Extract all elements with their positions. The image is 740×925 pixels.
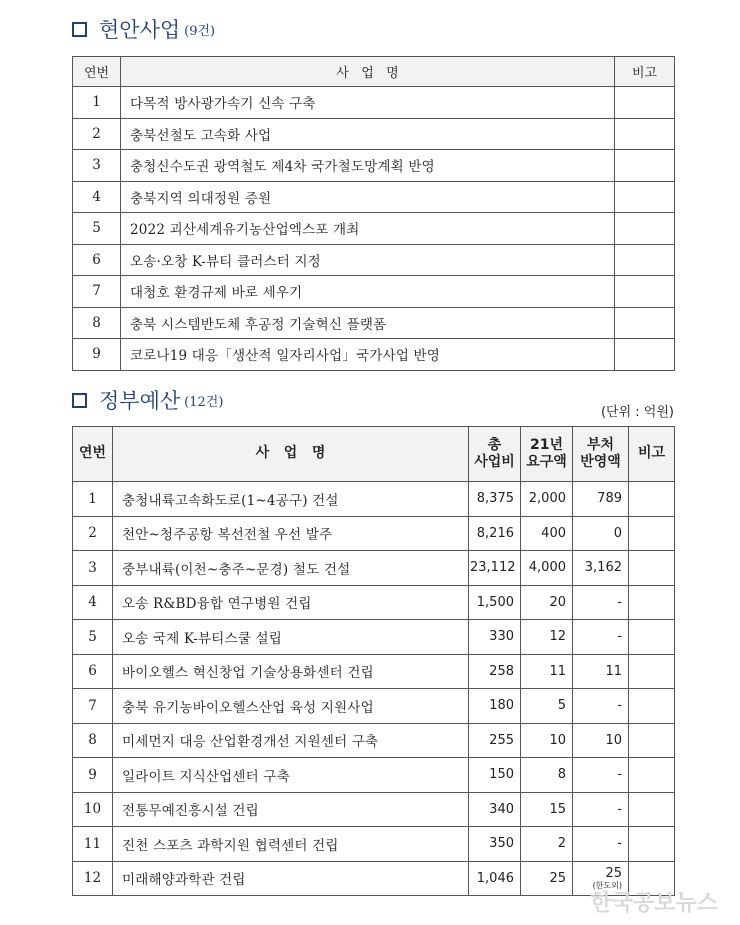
table-row bbox=[73, 758, 675, 793]
table-row bbox=[73, 551, 675, 586]
table-row bbox=[73, 339, 675, 371]
row-name: 다목적 방사광가속기 신속 구축 bbox=[121, 87, 615, 119]
row-name: 충북지역 의대정원 증원 bbox=[121, 181, 615, 213]
header-total-line2: 사업비 bbox=[474, 454, 515, 470]
row-total: 1,500 bbox=[469, 585, 521, 620]
row-note bbox=[615, 276, 675, 308]
row-name: 일라이트 지식산업센터 구축 bbox=[113, 758, 469, 793]
row-name: 오송 R&BD융합 연구병원 건립 bbox=[113, 585, 469, 620]
checkbox-square-icon bbox=[72, 393, 87, 408]
table-row bbox=[73, 150, 675, 182]
row-request: 20 bbox=[521, 585, 573, 620]
row-note bbox=[629, 689, 675, 724]
header-request-line1: 21년 bbox=[529, 436, 563, 453]
row-request: 2 bbox=[521, 827, 573, 862]
row-note bbox=[615, 307, 675, 339]
header-no: 연번 bbox=[73, 57, 121, 87]
row-note bbox=[629, 620, 675, 655]
row-no: 9 bbox=[73, 758, 113, 793]
header-no: 연번 bbox=[73, 427, 113, 482]
row-note bbox=[615, 181, 675, 213]
row-reflected: 11 bbox=[573, 654, 629, 689]
row-request: 400 bbox=[521, 516, 573, 551]
row-reflected: - bbox=[573, 827, 629, 862]
row-request: 12 bbox=[521, 620, 573, 655]
row-reflected: - bbox=[573, 620, 629, 655]
row-name: 바이오헬스 혁신창업 기술상용화센터 건립 bbox=[113, 654, 469, 689]
row-no: 5 bbox=[73, 620, 113, 655]
table-row bbox=[73, 87, 675, 119]
row-no: 2 bbox=[73, 516, 113, 551]
row-note bbox=[629, 585, 675, 620]
row-reflected: 789 bbox=[573, 482, 629, 517]
table-row bbox=[73, 118, 675, 150]
row-reflected: - bbox=[573, 689, 629, 724]
row-no: 4 bbox=[73, 585, 113, 620]
row-no: 1 bbox=[73, 482, 113, 517]
row-note bbox=[629, 482, 675, 517]
table-row bbox=[73, 516, 675, 551]
row-note bbox=[629, 758, 675, 793]
row-name: 천안~청주공항 복선전철 우선 발주 bbox=[113, 516, 469, 551]
table-row bbox=[73, 689, 675, 724]
row-reflected: - bbox=[573, 758, 629, 793]
row-no: 10 bbox=[73, 792, 113, 827]
row-note bbox=[629, 827, 675, 862]
row-note bbox=[615, 87, 675, 119]
table-row bbox=[73, 181, 675, 213]
row-name: 대청호 환경규제 바로 세우기 bbox=[121, 276, 615, 308]
row-no: 3 bbox=[73, 551, 113, 586]
row-reflected: - bbox=[573, 585, 629, 620]
row-name: 중부내륙(이천~충주~문경) 철도 건설 bbox=[113, 551, 469, 586]
table-row bbox=[73, 792, 675, 827]
row-reflected: 3,162 bbox=[573, 551, 629, 586]
row-total: 1,046 bbox=[469, 861, 521, 896]
table-row bbox=[73, 827, 675, 862]
row-request: 15 bbox=[521, 792, 573, 827]
table-row bbox=[73, 654, 675, 689]
row-note bbox=[615, 118, 675, 150]
table-row bbox=[73, 213, 675, 245]
row-request: 11 bbox=[521, 654, 573, 689]
row-reflected: - bbox=[573, 792, 629, 827]
row-no: 1 bbox=[73, 87, 121, 119]
row-reflected: 10 bbox=[573, 723, 629, 758]
table-row bbox=[73, 861, 675, 896]
header-request-line2: 요구액 bbox=[526, 454, 567, 470]
gov-budget-table bbox=[72, 426, 675, 896]
row-note bbox=[629, 551, 675, 586]
section-title-text: 정부예산 bbox=[99, 389, 181, 413]
row-total: 150 bbox=[469, 758, 521, 793]
row-total: 23,112 bbox=[469, 551, 521, 586]
row-no: 5 bbox=[73, 213, 121, 245]
row-no: 8 bbox=[73, 307, 121, 339]
row-request: 25 bbox=[521, 861, 573, 896]
checkbox-square-icon bbox=[72, 22, 87, 37]
row-request: 5 bbox=[521, 689, 573, 724]
row-name: 충청내륙고속화도로(1~4공구) 건설 bbox=[113, 482, 469, 517]
row-no: 8 bbox=[73, 723, 113, 758]
row-reflected: 0 bbox=[573, 516, 629, 551]
row-name: 미세먼지 대응 산업환경개선 지원센터 구축 bbox=[113, 723, 469, 758]
row-name: 오송·오창 K-뷰티 클러스터 지정 bbox=[121, 244, 615, 276]
section-count: (12건) bbox=[184, 394, 224, 410]
unit-label: (단위 : 억원) bbox=[600, 405, 674, 420]
row-note bbox=[629, 723, 675, 758]
header-request bbox=[521, 427, 573, 482]
header-note: 비고 bbox=[629, 427, 675, 482]
row-name: 오송 국제 K-뷰티스쿨 설립 bbox=[113, 620, 469, 655]
row-name: 진천 스포츠 과학지원 협력센터 건립 bbox=[113, 827, 469, 862]
reflected-value: 25 bbox=[605, 866, 622, 882]
row-note bbox=[629, 654, 675, 689]
header-reflected bbox=[573, 427, 629, 482]
row-total: 8,216 bbox=[469, 516, 521, 551]
row-no: 6 bbox=[73, 244, 121, 276]
row-no: 7 bbox=[73, 689, 113, 724]
section-title-text: 현안사업 bbox=[99, 18, 181, 42]
row-total: 340 bbox=[469, 792, 521, 827]
row-note bbox=[615, 150, 675, 182]
row-total: 258 bbox=[469, 654, 521, 689]
current-projects-table bbox=[72, 56, 675, 371]
row-name: 충북선철도 고속화 사업 bbox=[121, 118, 615, 150]
header-note: 비고 bbox=[615, 57, 675, 87]
table-row bbox=[73, 723, 675, 758]
row-total: 8,375 bbox=[469, 482, 521, 517]
row-no: 9 bbox=[73, 339, 121, 371]
row-name: 충북 유기농바이오헬스산업 육성 지원사업 bbox=[113, 689, 469, 724]
row-name: 코로나19 대응「생산적 일자리사업」국가사업 반영 bbox=[121, 339, 615, 371]
table-row bbox=[73, 307, 675, 339]
header-name: 사 업 명 bbox=[121, 57, 615, 87]
row-note bbox=[629, 792, 675, 827]
watermark: 한국공보뉴스 bbox=[590, 891, 718, 916]
table-row bbox=[73, 276, 675, 308]
row-total: 180 bbox=[469, 689, 521, 724]
row-total: 350 bbox=[469, 827, 521, 862]
section-title-gov-budget bbox=[72, 385, 223, 415]
header-total-line1: 총 bbox=[487, 436, 502, 453]
section-title-current-projects bbox=[72, 14, 215, 44]
table-row bbox=[73, 244, 675, 276]
header-reflected-line1: 부처 bbox=[586, 436, 615, 453]
table-row bbox=[73, 482, 675, 517]
row-name: 전통무예진흥시설 건립 bbox=[113, 792, 469, 827]
row-note bbox=[629, 516, 675, 551]
row-no: 6 bbox=[73, 654, 113, 689]
row-no: 4 bbox=[73, 181, 121, 213]
row-no: 3 bbox=[73, 150, 121, 182]
row-total: 255 bbox=[469, 723, 521, 758]
row-note bbox=[615, 339, 675, 371]
row-request: 2,000 bbox=[521, 482, 573, 517]
row-name: 충북 시스템반도체 후공정 기술혁신 플랫폼 bbox=[121, 307, 615, 339]
header-name: 사 업 명 bbox=[113, 427, 469, 482]
header-reflected-line2: 반영액 bbox=[580, 454, 621, 470]
reflected-note: (한도외) bbox=[592, 881, 622, 891]
table-row bbox=[73, 585, 675, 620]
row-note bbox=[615, 244, 675, 276]
table-header-row bbox=[73, 57, 675, 87]
table-header-row bbox=[73, 427, 675, 482]
row-name: 충청신수도권 광역철도 제4차 국가철도망계획 반영 bbox=[121, 150, 615, 182]
row-no: 11 bbox=[73, 827, 113, 862]
row-request: 8 bbox=[521, 758, 573, 793]
row-request: 4,000 bbox=[521, 551, 573, 586]
header-total bbox=[469, 427, 521, 482]
row-total: 330 bbox=[469, 620, 521, 655]
row-request: 10 bbox=[521, 723, 573, 758]
table-row bbox=[73, 620, 675, 655]
row-name: 2022 괴산세계유기농산업엑스포 개최 bbox=[121, 213, 615, 245]
row-name: 미래해양과학관 건립 bbox=[113, 861, 469, 896]
row-no: 7 bbox=[73, 276, 121, 308]
section-count: (9건) bbox=[184, 23, 216, 39]
row-note bbox=[615, 213, 675, 245]
row-no: 2 bbox=[73, 118, 121, 150]
row-no: 12 bbox=[73, 861, 113, 896]
